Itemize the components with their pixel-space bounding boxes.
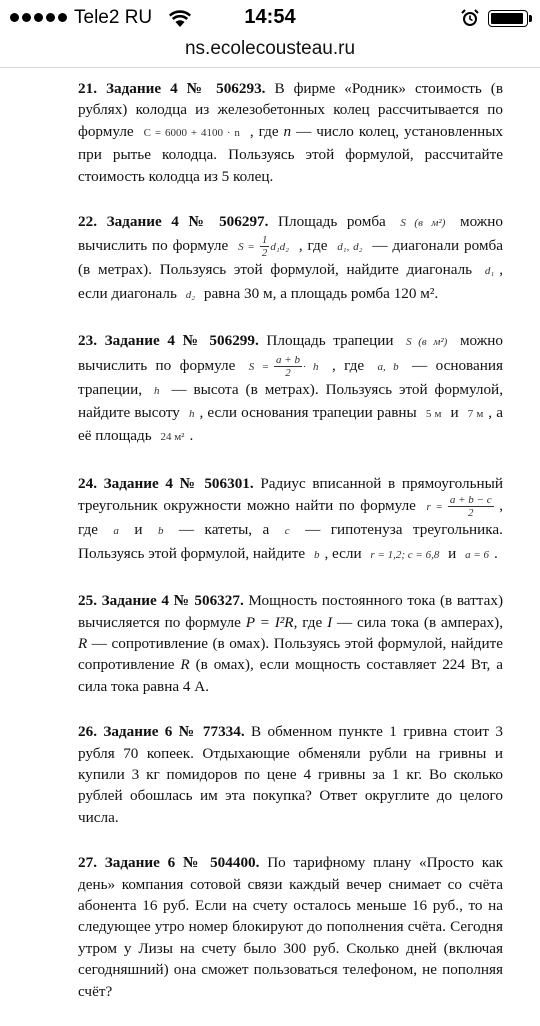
formula: d₁d₂ <box>270 241 289 254</box>
task-text: В фирме «Родник» стоимость (в рублях) колодца из железобетонных колец рассчитывается по формуле <box>78 80 504 140</box>
formula: S (в м²) <box>400 217 446 230</box>
fraction-numerator: 1 <box>261 234 268 247</box>
task-text: Площадь трапеции <box>258 332 402 350</box>
task-22 <box>78 211 503 306</box>
task-text: — число колец, установленных при рытье колодца. Пользуясь этой формулой, рассчитайте стоимость колодца из 5 колец. <box>78 122 503 185</box>
task-heading[interactable]: 21. Задание 4 № 506293. <box>78 80 266 97</box>
task-text: и <box>444 544 461 562</box>
task-heading[interactable]: 26. Задание 6 № 77334. <box>78 723 245 741</box>
status-bar <box>0 0 540 38</box>
alarm-icon <box>460 8 480 28</box>
fraction-denominator: 2 <box>285 366 291 379</box>
formula: r = <box>426 501 443 514</box>
formula: r = 1,2; c = 6,8 <box>370 548 440 561</box>
formula: a, b <box>377 360 399 373</box>
formula: S (в м²) <box>406 336 448 349</box>
carrier-name: Tele2 RU <box>74 7 153 28</box>
formula: h <box>189 408 195 421</box>
task-text: , а её площадь <box>78 404 503 445</box>
task-heading[interactable]: 25. Задание 4 № 506327. <box>78 592 244 610</box>
task-text: Радиус вписанной в прямоугольный треугольник окружности можно найти по формуле <box>78 474 503 515</box>
formula: d₂ <box>185 288 196 301</box>
formula: a = 6 <box>465 548 490 561</box>
formula: h <box>153 384 160 397</box>
formula: C = 6000 + 4100 · n <box>143 126 240 139</box>
task-text: — диагонали ромба (в метрах). Пользуясь этой формулой, найдите диагональ <box>78 237 503 279</box>
task-text: . <box>189 427 194 445</box>
task-list <box>78 78 503 1026</box>
formula: d₁, d₂ <box>337 241 363 254</box>
task-heading[interactable]: 22. Задание 4 № 506297. <box>78 213 269 231</box>
formula: 24 м² <box>160 431 185 444</box>
task-text: — катеты, а <box>168 521 280 539</box>
formula: P = I²R <box>245 613 294 631</box>
task-text: — сопротивление (в омах). Пользуясь этой формулой, найдите сопротивление <box>78 634 503 674</box>
task-24 <box>78 473 503 566</box>
task-text: По тарифному плану «Просто как день» компания сотовой связи каждый вечер снимает со счёта абонента 16 руб. Если на счету осталось меньше 16 руб., то на следующее утро номер блокируют до пополнения счёта. Сегодня утром у Лизы на счету было 300 руб. Сколько дней (включая сегодняшний) она сможет пользоваться телефоном, не пополняя счёт? <box>78 854 503 1000</box>
task-text: , если <box>324 544 366 562</box>
task-text: , где <box>293 237 333 255</box>
task-text: Площадь ромба <box>268 213 396 231</box>
task-text: , если диагональ <box>78 261 503 302</box>
formula: 5 м <box>425 408 442 421</box>
task-21 <box>78 78 503 187</box>
task-text: — высота (в метрах). Пользуясь этой формулой, найдите высоту <box>78 380 503 422</box>
task-text: можно вычислить по формуле <box>78 332 503 374</box>
address-bar[interactable]: ns.ecolecousteau.ru <box>184 38 356 59</box>
task-text: (в омах), если мощность составляет 224 Вт, а сила тока равна 4 А. <box>78 656 503 695</box>
variable: n <box>283 122 292 140</box>
formula: b <box>157 525 164 538</box>
formula: 7 м <box>467 408 484 421</box>
task-text: . <box>494 544 498 562</box>
clock: 14:54 <box>244 6 296 28</box>
task-heading[interactable]: 23. Задание 4 № 506299. <box>78 332 259 350</box>
formula-fraction <box>274 354 302 379</box>
task-25 <box>78 590 503 697</box>
task-text: , если основания трапеции равны <box>199 404 421 422</box>
battery-icon <box>488 10 528 27</box>
task-heading[interactable]: 24. Задание 4 № 506301. <box>78 474 254 492</box>
toolbar-divider <box>0 67 540 68</box>
task-23 <box>78 330 503 449</box>
fraction-numerator: a + b − c <box>449 494 492 507</box>
formula: c <box>284 525 290 538</box>
task-text: Мощность постоянного тока (в ваттах) вычисляется по формуле <box>78 592 503 631</box>
variable: R <box>180 656 190 674</box>
variable: R <box>78 634 88 652</box>
task-text: и <box>446 404 463 422</box>
battery-level <box>491 13 523 24</box>
task-text: , где <box>293 613 328 631</box>
fraction-numerator: a + b <box>276 353 300 366</box>
task-text: равна 30 м, а площадь ромба 120 м². <box>200 284 439 302</box>
formula: b <box>313 548 320 561</box>
task-text: — гипотенуза треугольника. Пользуясь этой формулой, найдите <box>78 521 503 562</box>
variable: I <box>327 613 333 631</box>
task-27 <box>78 852 503 1002</box>
fraction-denominator: 2 <box>261 247 268 260</box>
formula: a <box>113 525 119 538</box>
formula: d₁ <box>484 265 495 278</box>
task-text: можно вычислить по формуле <box>78 213 503 255</box>
task-26 <box>78 721 503 828</box>
formula: · h <box>302 360 319 373</box>
task-text: , где <box>78 497 503 539</box>
task-text: В обменном пункте 1 гривна стоит 3 рубля 70 копеек. Отдыхающие обменяли рубли на гривны и купили 3 кг помидоров по цене 4 гривны за 1 кг. Во сколько рублей обошлась им эта покупка? Ответ округлите до целого числа. <box>78 723 503 826</box>
task-text: , где <box>323 356 373 374</box>
task-text: , где <box>244 122 284 140</box>
formula: S = <box>248 360 270 373</box>
task-text: — сила тока (в амперах), <box>332 613 503 631</box>
formula: S = <box>238 241 255 254</box>
fraction-denominator: 2 <box>467 507 474 520</box>
formula-fraction <box>260 234 270 259</box>
task-text: и <box>123 521 153 539</box>
task-heading[interactable]: 27. Задание 6 № 504400. <box>78 854 260 872</box>
formula-fraction <box>448 494 494 519</box>
task-text: — основания трапеции, <box>78 356 504 398</box>
